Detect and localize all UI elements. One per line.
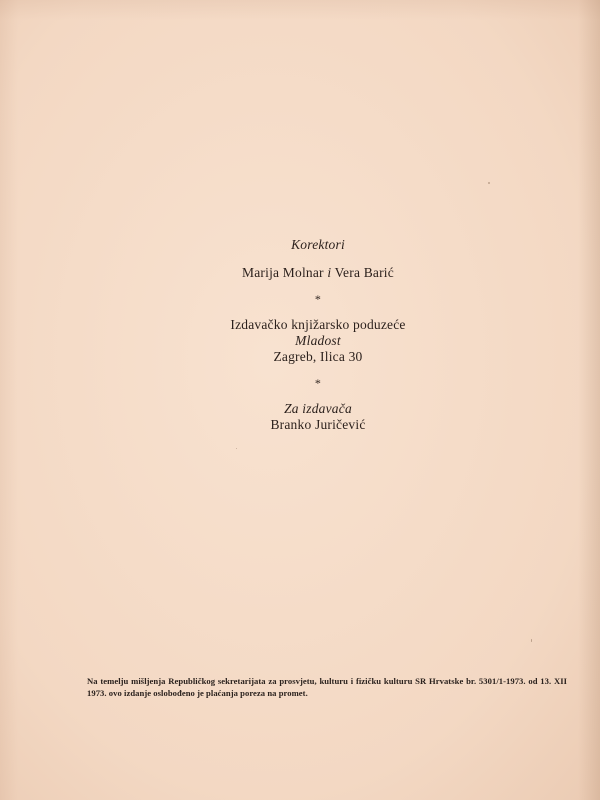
colophon [0,237,600,433]
proofreader-name-1: Marija Molnar [242,265,324,280]
paper-speck [236,448,237,449]
proofreaders-conjunction: i [327,265,332,280]
paper-speck [488,182,490,184]
separator-2: * [314,376,322,390]
publisher-address: Zagreb, Ilica 30 [273,349,363,364]
proofreader-name-2: Vera Barić [334,265,394,280]
publisher-type: Izdavačko knjižarsko poduzeće [230,317,406,332]
proofreaders-heading: Korektori [291,237,345,252]
separator-1: * [314,292,322,306]
for-publisher-name: Branko Juričević [270,417,366,432]
proofreaders-names [0,265,600,281]
tax-exemption-note: Na temelju mišljenja Republičkog sekretarijata za prosvjetu, kulturu i fizičku kulturu SR Hrvatske br. 5301/1-1973. od 13. XII 1973. ovo izdanje oslobođeno je plaćanja poreza na promet. [87,676,567,698]
paper-speck [531,639,532,642]
for-publisher-heading: Za izdavača [284,401,352,416]
publisher-name: Mladost [295,333,341,348]
